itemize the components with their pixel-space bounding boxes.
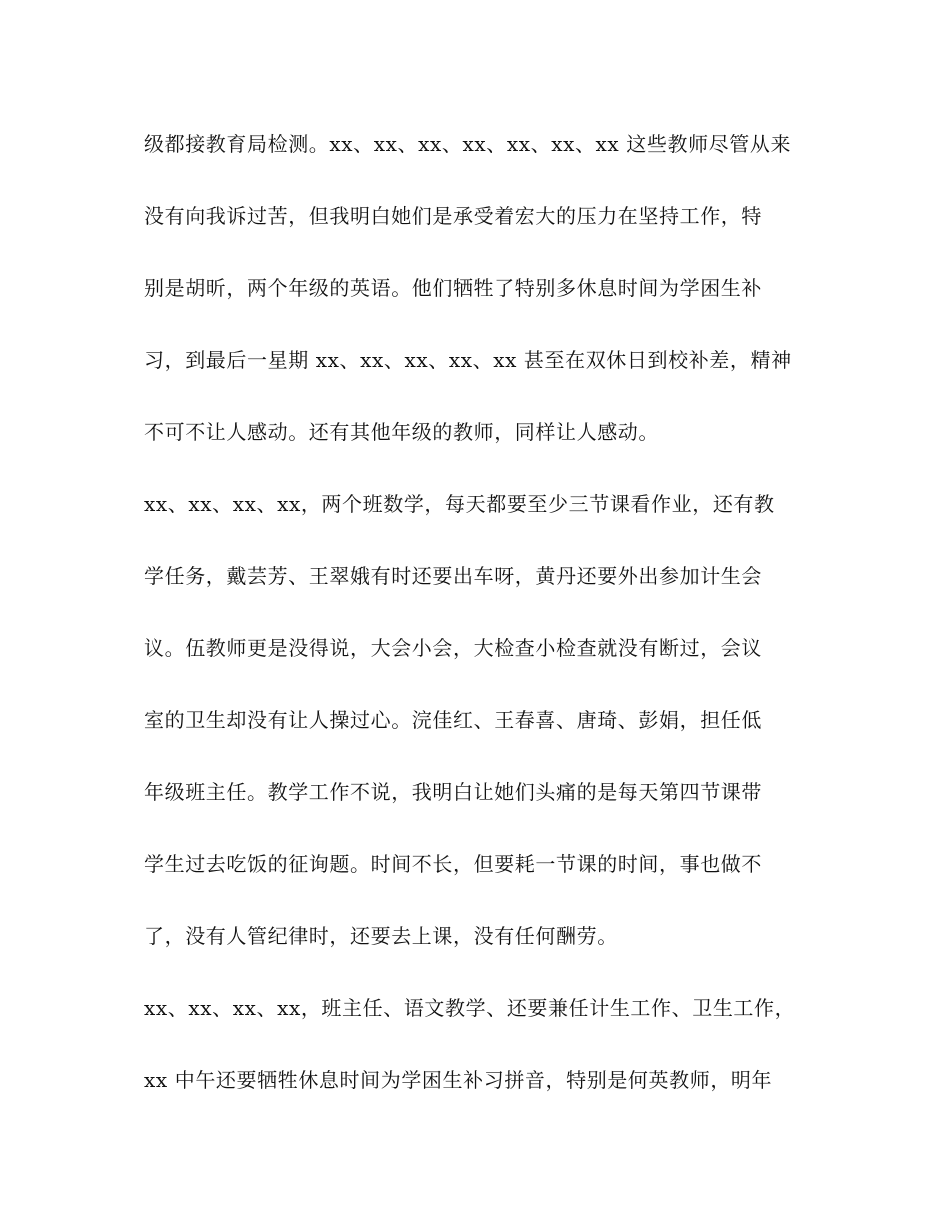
text-line: 别是胡昕，两个年级的英语。他们牺牲了特别多休息时间为学困生补 — [144, 276, 762, 300]
text-line: 年级班主任。教学工作不说，我明白让她们头痛的是每天第四节课带 — [144, 780, 762, 804]
text-line: 级都接教育局检测。xx、xx、xx、xx、xx、xx、xx 这些教师尽管从来 — [144, 132, 792, 156]
text-line: xx 中午还要牺牲休息时间为学困生补习拼音，特别是何英教师，明年 — [144, 1068, 773, 1092]
text-line: 没有向我诉过苦，但我明白她们是承受着宏大的压力在坚持工作，特 — [144, 204, 762, 228]
text-line: 了，没有人管纪律时，还要去上课，没有任何酬劳。 — [144, 924, 618, 948]
text-line: 学生过去吃饭的征询题。时间不长，但要耗一节课的时间，事也做不 — [144, 852, 762, 876]
body-text — [144, 124, 814, 1132]
text-line: 不可不让人感动。还有其他年级的教师，同样让人感动。 — [144, 420, 659, 444]
text-line: xx、xx、xx、xx，班主任、语文教学、还要兼任计生工作、卫生工作， — [144, 996, 796, 1020]
text-line: xx、xx、xx、xx，两个班数学，每天都要至少三节课看作业，还有教 — [144, 492, 775, 516]
text-line: 习，到最后一星期 xx、xx、xx、xx、xx 甚至在双休日到校补差，精神 — [144, 348, 792, 372]
text-line: 议。伍教师更是没得说，大会小会，大检查小检查就没有断过，会议 — [144, 636, 762, 660]
text-line: 室的卫生却没有让人操过心。浣佳红、王春喜、唐琦、彭娟，担任低 — [144, 708, 762, 732]
text-line: 学任务，戴芸芳、王翠娥有时还要出车呀，黄丹还要外出参加计生会 — [144, 564, 762, 588]
